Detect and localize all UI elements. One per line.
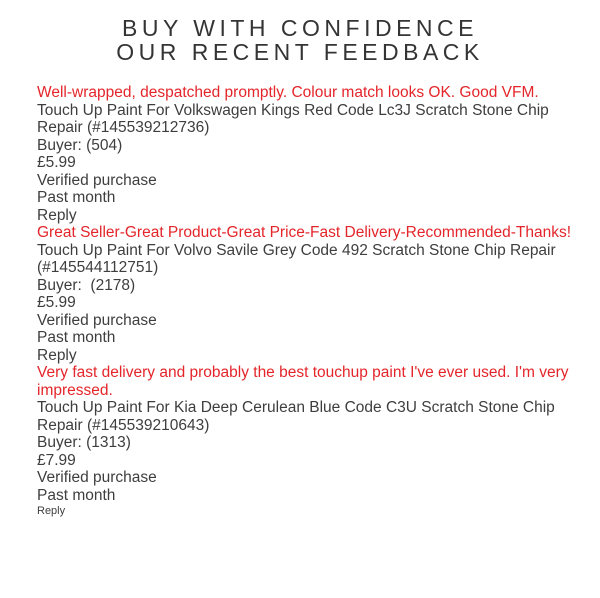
feedback-entry [37, 224, 590, 364]
verified-purchase-label: Verified purchase [37, 469, 157, 486]
reply-link[interactable]: Reply [37, 505, 66, 517]
feedback-buyer: Buyer: (1313) [37, 434, 131, 451]
feedback-buyer: Buyer: (2178) [37, 276, 136, 294]
feedback-buyer: Buyer: (504) [37, 136, 123, 154]
feedback-price: £5.99 [37, 294, 76, 311]
feedback-entry [37, 364, 590, 518]
page-title-line-2: OUR RECENT FEEDBACK [116, 39, 484, 65]
verified-purchase-label: Verified purchase [37, 171, 157, 189]
reply-link[interactable]: Reply [37, 206, 77, 224]
page-title-line-1: BUY WITH CONFIDENCE [122, 15, 478, 41]
reply-link[interactable]: Reply [37, 346, 77, 364]
verified-purchase-label: Verified purchase [37, 311, 157, 329]
feedback-period-label: Past month [37, 189, 116, 206]
feedback-price: £7.99 [37, 451, 76, 469]
feedback-item-title: Touch Up Paint For Volvo Savile Grey Code 492 Scratch Stone Chip Repair (#145544112751) [37, 241, 560, 276]
feedback-entry [37, 84, 590, 224]
feedback-comment: Well-wrapped, despatched promptly. Colour match looks OK. Good VFM. [37, 84, 539, 101]
feedback-comment: Great Seller-Great Product-Great Price-Fast Delivery-Recommended-Thanks! [37, 224, 572, 241]
feedback-period-label: Past month [37, 329, 116, 346]
page-title [0, 0, 600, 64]
feedback-item-title: Touch Up Paint For Volkswagen Kings Red Code Lc3J Scratch Stone Chip Repair (#145539212736) [37, 101, 554, 136]
feedback-item-title: Touch Up Paint For Kia Deep Cerulean Blue Code C3U Scratch Stone Chip Repair (#145539210643) [37, 399, 560, 434]
feedback-price: £5.99 [37, 154, 76, 171]
feedback-comment: Very fast delivery and probably the best touchup paint I've ever used. I'm very impressed. [37, 364, 573, 399]
feedback-period-label: Past month [37, 486, 116, 504]
feedback-list [37, 84, 590, 518]
